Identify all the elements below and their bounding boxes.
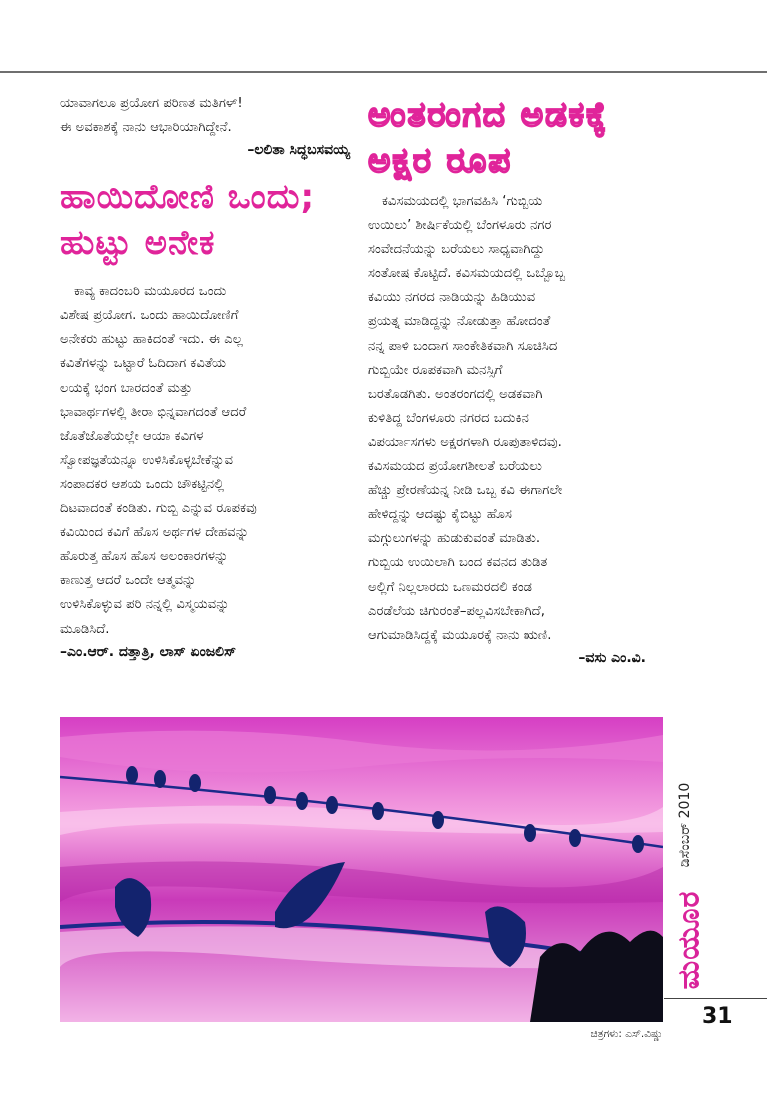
left-body <box>60 280 350 641</box>
small-bird <box>189 774 201 792</box>
right-body-line: ಗುಬ್ಬಿಯ ಉಯಿಲಾಗಿ ಬಂದ ಕವನದ ತುಡಿತ <box>368 555 548 571</box>
page-number: 31 <box>702 1004 733 1029</box>
birds-on-wire-photo <box>60 717 663 1022</box>
left-body-line: ಅನೇಕರು ಹುಟ್ಟು ಹಾಕಿದಂತೆ ಇದು. ಈ ಎಲ್ಲ <box>60 332 243 348</box>
small-bird <box>372 802 384 820</box>
page-number-rule <box>664 998 767 999</box>
left-headline <box>60 174 350 266</box>
right-body-line: ಕವಿಸಮಯದಲ್ಲಿ ಭಾಗವಹಿಸಿ ‘ಗುಬ್ಬಿಯ <box>382 194 543 209</box>
right-body-line: ಹೇಳಿದ್ದನ್ನು ಆದಷ್ಟು ಕೈಬಿಟ್ಟು ಹೊಸ <box>368 507 512 523</box>
left-headline-line-2: ಹುಟ್ಟು ಅನೇಕ <box>60 223 216 264</box>
small-bird <box>632 835 644 853</box>
top-rule <box>0 71 767 73</box>
right-body-line: ಸಂವೇದನೆಯನ್ನು ಬರೆಯಲು ಸಾಧ್ಯವಾಗಿದ್ದು <box>368 242 545 258</box>
left-column <box>60 92 350 660</box>
right-body-line: ಉಯಿಲು’ ಶೀರ್ಷಿಕೆಯಲ್ಲಿ ಬೆಂಗಳೂರು ನಗರ <box>368 218 552 234</box>
left-intro-line-1: ಯಾವಾಗಲೂ ಪ್ರಯೋಗ ಪರಿಣತ ಮತಿಗಳ್! <box>60 96 243 111</box>
left-body-line: ಕಾವ್ಯ ಕಾದಂಬರಿ ಮಯೂರದ ಒಂದು <box>74 284 227 300</box>
right-body-line: ಎರಡೆಲೆಯ ಚಿಗುರಂತೆ–ಪಲ್ಲವಿಸಬೇಕಾಗಿದೆ, <box>368 603 545 619</box>
birds-illustration <box>60 717 663 1022</box>
small-bird <box>126 766 138 784</box>
left-body-line: ಲಯಕ್ಕೆ ಭಂಗ ಬಾರದಂತೆ ಮತ್ತು <box>60 380 193 396</box>
left-body-line: ಸ್ವೋಪಜ್ಞತೆಯನ್ನೂ ಉಳಿಸಿಕೊಳ್ಳಬೇಕೆನ್ನುವ <box>60 452 234 468</box>
left-signature: –ಎಂ.ಆರ್. ದತ್ತಾತ್ರಿ, ಲಾಸ್ ಏಂಜಲಿಸ್ <box>60 643 237 660</box>
right-body-line: ನನ್ನ ಪಾಳಿ ಬಂದಾಗ ಸಾಂಕೇತಿಕವಾಗಿ ಸೂಚಿಸಿದ <box>368 338 558 354</box>
right-body <box>368 190 664 648</box>
small-bird <box>264 786 276 804</box>
right-body-line: ಪ್ರಯತ್ನ ಮಾಡಿದ್ದನ್ನು ನೋಡುತ್ತಾ ಹೋದಂತೆ <box>368 314 551 330</box>
magazine-logo-text: ಮಯೂರ <box>671 890 707 990</box>
right-headline-line-2: ಅಕ್ಷರ ರೂಪ <box>368 141 513 181</box>
small-bird <box>326 796 338 814</box>
right-body-line: ಕವಿಯು ನಗರದ ನಾಡಿಯನ್ನು ಹಿಡಿಯುವ <box>368 290 536 306</box>
left-headline-line-1: ಹಾಯಿದೋಣಿ ಒಂದು; <box>60 177 316 218</box>
magazine-logo <box>668 884 710 996</box>
left-body-line: ಉಳಿಸಿಕೊಳ್ಳುವ ಪರಿ ನನ್ನಲ್ಲಿ ವಿಸ್ಮಯವನ್ನು <box>60 597 230 613</box>
small-bird <box>296 792 308 810</box>
right-body-line: ಕವಿಸಮಯದ ಪ್ರಯೋಗಶೀಲತೆ ಬರೆಯಲು <box>368 459 542 475</box>
photo-credit: ಚಿತ್ರಗಳು: ಎಸ್.ವಿಷ್ಣು <box>590 1028 663 1040</box>
right-headline-line-1: ಅಂತರಂಗದ ಅಡಕಕ್ಕೆ <box>368 95 608 135</box>
left-body-line: ಜೊತೆಜೊತೆಯಲ್ಲೇ ಆಯಾ ಕವಿಗಳ <box>60 428 204 444</box>
small-bird <box>569 829 581 847</box>
right-body-line: ವಿಪರ್ಯಾಸಗಳು ಅಕ್ಷರಗಳಾಗಿ ರೂಪುತಾಳಿದವು. <box>368 434 562 450</box>
left-body-line: ಕವಿಯಿಂದ ಕವಿಗೆ ಹೊಸ ಅರ್ಥಗಳ ದೇಹವನ್ನು <box>60 525 250 541</box>
right-body-line: ಮಗ್ಗುಲುಗಳನ್ನು ಹುಡುಕುವಂತೆ ಮಾಡಿತು. <box>368 531 541 547</box>
left-body-line: ವಿಶೇಷ ಪ್ರಯೋಗ. ಒಂದು ಹಾಯಿದೋಣಿಗೆ <box>60 308 239 324</box>
right-body-line: ಅಲ್ಲಿಗೆ ನಿಲ್ಲಲಾರದು ಒಣಮರದಲಿ ಕಂಡ <box>368 579 533 595</box>
left-body-line: ಭಾವಾರ್ಥಗಳಲ್ಲಿ ತೀರಾ ಭಿನ್ನವಾಗದಂತೆ ಆದರೆ <box>60 404 247 420</box>
small-bird <box>432 811 444 829</box>
right-column <box>368 92 664 666</box>
right-body-line: ಗುಬ್ಬಿಯೇ ರೂಪಕವಾಗಿ ಮನಸ್ಸಿಗೆ <box>368 362 503 378</box>
right-body-line: ಹೆಚ್ಚು ಪ್ರೇರಣೆಯನ್ನ ನೀಡಿ ಒಬ್ಬ ಕವಿ ಈಗಾಗಲೇ <box>368 483 563 499</box>
left-intro-line-2: ಈ ಅವಕಾಶಕ್ಕೆ ನಾನು ಆಭಾರಿಯಾಗಿದ್ದೇನೆ. <box>60 120 232 136</box>
small-bird <box>154 770 166 788</box>
right-body-line: ಆಗುಮಾಡಿಸಿದ್ದಕ್ಕೆ ಮಯೂರಕ್ಕೆ ನಾನು ಋಣಿ. <box>368 627 552 643</box>
issue-date <box>668 770 702 880</box>
left-body-line: ಮೂಡಿಸಿದೆ. <box>60 621 110 637</box>
left-body-line: ಹೊರುತ್ತ ಹೊಸ ಹೊಸ ಅಲಂಕಾರಗಳನ್ನು <box>60 549 229 565</box>
left-body-line: ದಿಟವಾದಂತೆ ಕಂಡಿತು. ಗುಬ್ಬಿ ಎನ್ನುವ ರೂಪಕವು <box>60 501 257 517</box>
right-body-line: ಕುಳಿತಿದ್ದ ಬೆಂಗಳೂರು ನಗರದ ಬದುಕಿನ <box>368 410 529 426</box>
right-body-line: ಸಂತೋಷ ಕೊಟ್ಟಿದೆ. ಕವಿಸಮಯದಲ್ಲಿ ಒಬ್ಬೊಬ್ಬ <box>368 266 566 282</box>
left-body-line: ಸಂಪಾದಕರ ಆಶಯ ಒಂದು ಚೌಕಟ್ಟಿನಲ್ಲಿ <box>60 476 225 492</box>
left-body-line: ಕಾಣುತ್ತ ಆದರೆ ಒಂದೇ ಆತ್ಮವನ್ನು <box>60 573 197 589</box>
right-headline <box>368 92 664 184</box>
small-bird <box>524 824 536 842</box>
right-body-line: ಬರತೊಡಗಿತು. ಅಂತರಂಗದಲ್ಲಿ ಅಡಕವಾಗಿ <box>368 386 543 402</box>
intro-signature: –ಲಲಿತಾ ಸಿದ್ಧಬಸವಯ್ಯ <box>247 142 350 159</box>
right-signature: –ವಸು ಎಂ.ವಿ. <box>578 649 646 666</box>
left-body-line: ಕವಿತೆಗಳನ್ನು ಒಟ್ಟಾರೆ ಓದಿದಾಗ ಕವಿತೆಯ <box>60 356 227 372</box>
issue-date-text: ಡಿಸೆಂಬರ್ 2010 <box>677 782 693 868</box>
